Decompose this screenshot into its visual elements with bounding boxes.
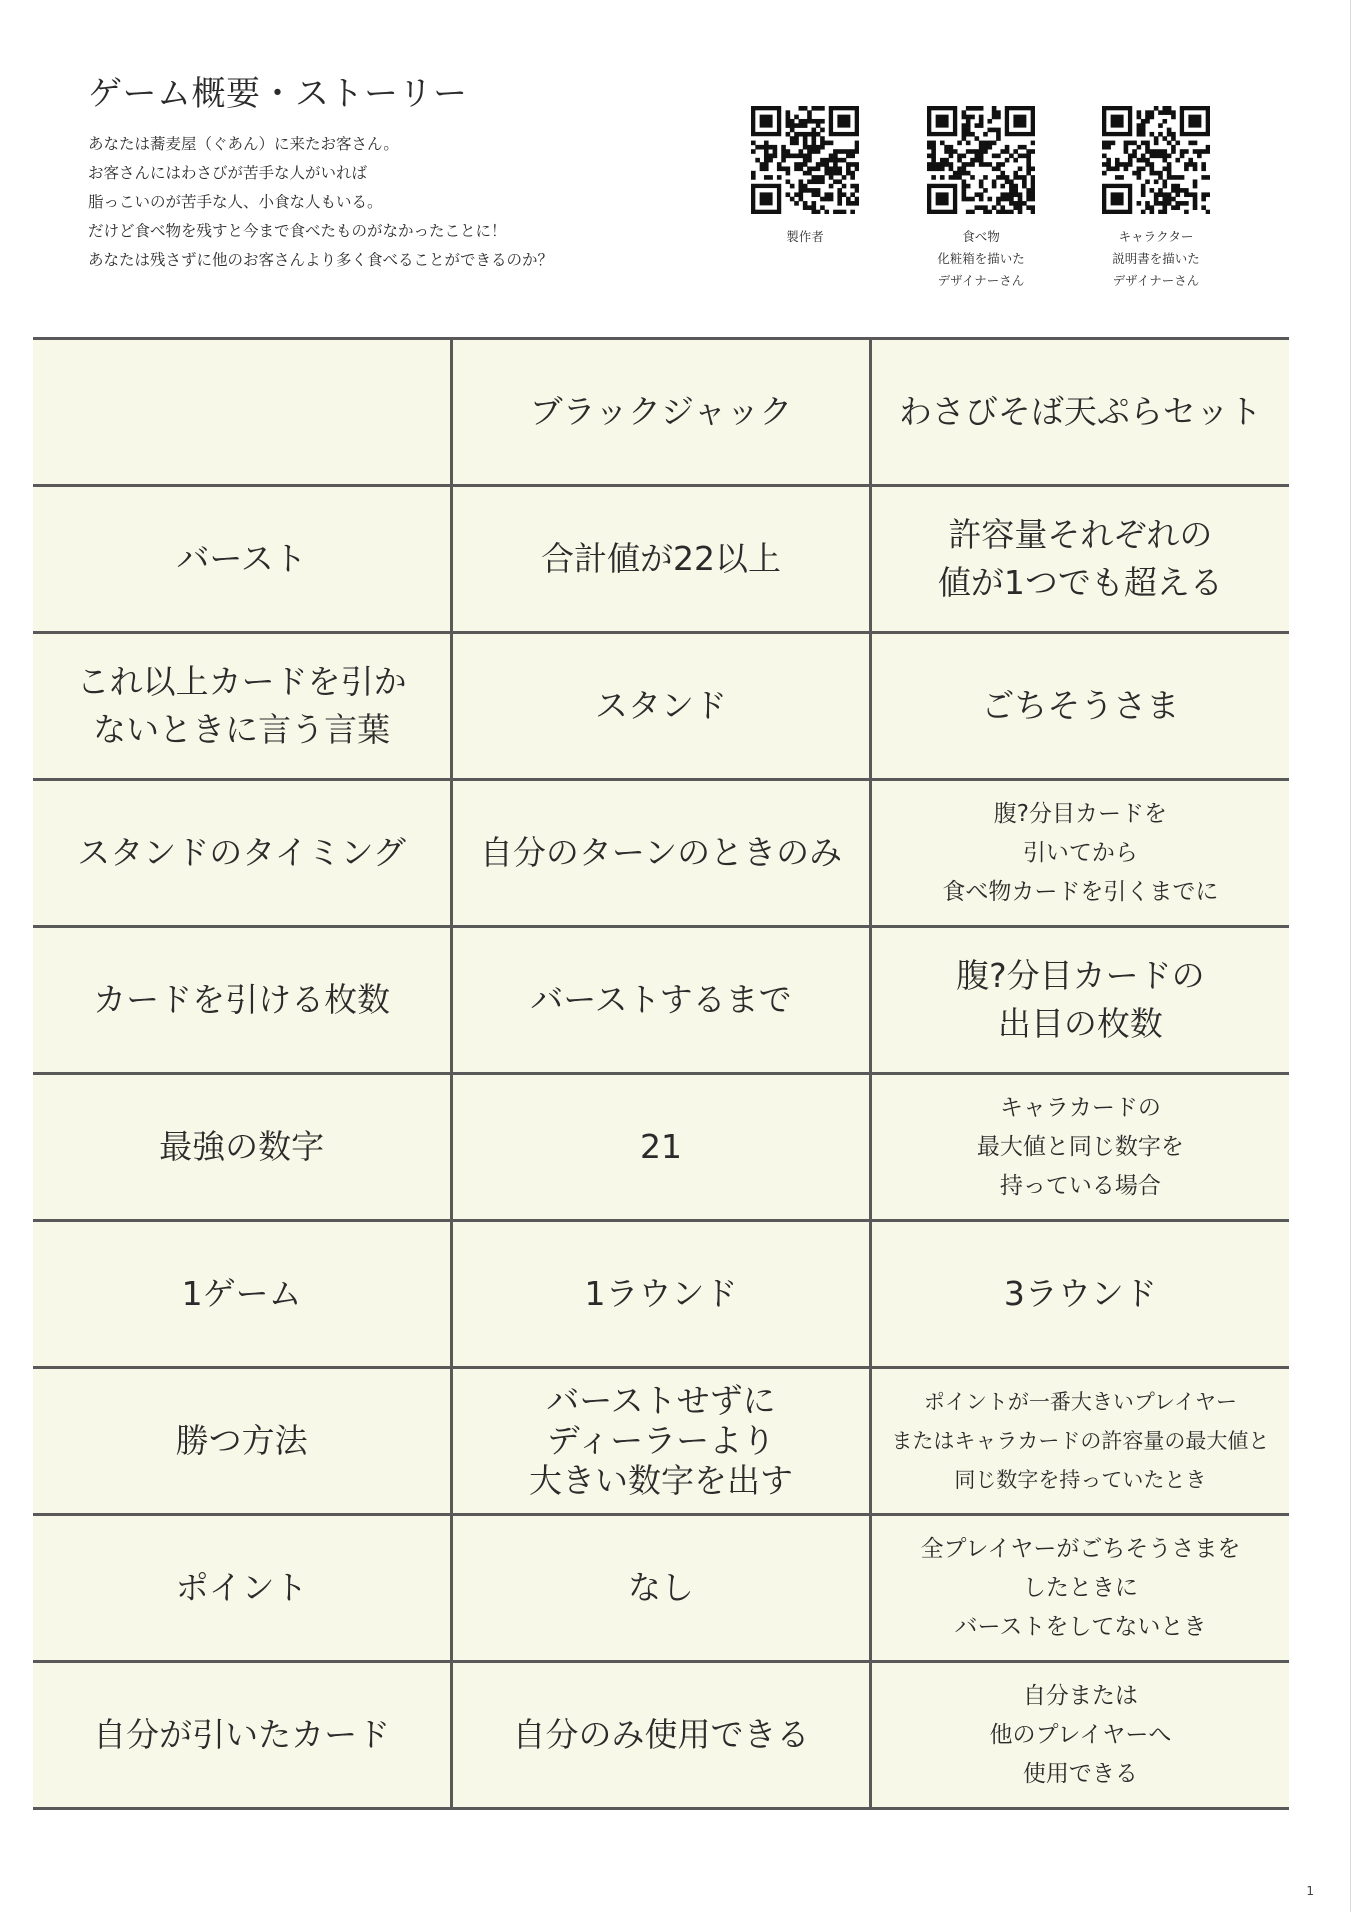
comparison-table	[33, 337, 1289, 1810]
row-label: 最強の数字	[33, 1074, 452, 1221]
table-row	[33, 1221, 1289, 1368]
row-label: これ以上カードを引か ないときに言う言葉	[33, 633, 452, 780]
table-row	[33, 927, 1289, 1074]
table-header-blackjack: ブラックジャック	[452, 339, 871, 486]
row-label: 自分が引いたカード	[33, 1662, 452, 1809]
table-row	[33, 339, 1289, 486]
story-line: 脂っこいのが苦手な人、小食な人もいる。	[88, 193, 383, 211]
blackjack-cell: 1ラウンド	[452, 1221, 871, 1368]
row-label: スタンドのタイミング	[33, 780, 452, 927]
qr-creator[interactable]	[735, 106, 875, 248]
blackjack-cell: なし	[452, 1515, 871, 1662]
qr-code-icon	[751, 106, 859, 214]
blackjack-cell: バーストせずに ディーラーより 大きい数字を出す	[452, 1368, 871, 1515]
page-edge-line	[1350, 0, 1351, 1912]
table-row	[33, 780, 1289, 927]
table-row	[33, 486, 1289, 633]
story-line: あなたは蕎麦屋（ぐあん）に来たお客さん。	[88, 135, 399, 153]
qr-code-icon	[927, 106, 1035, 214]
page-number: 1	[1306, 1884, 1314, 1898]
qr-caption: キャラクター 説明書を描いた デザイナーさん	[1112, 229, 1200, 288]
table-row	[33, 1074, 1289, 1221]
game-cell: ごちそうさま	[870, 633, 1289, 780]
blackjack-cell: 21	[452, 1074, 871, 1221]
story-line: だけど食べ物を残すと今まで食べたものがなかったことに！	[88, 222, 507, 240]
row-label: バースト	[33, 486, 452, 633]
qr-food-designer[interactable]	[911, 106, 1051, 292]
qr-character-designer[interactable]	[1086, 106, 1226, 292]
game-cell: 腹?分目カードを 引いてから 食べ物カードを引くまでに	[870, 780, 1289, 927]
game-cell: 自分または 他のプレイヤーへ 使用できる	[870, 1662, 1289, 1809]
blackjack-cell: 自分のターンのときのみ	[452, 780, 871, 927]
table-cell-header-empty	[33, 339, 452, 486]
table-header-game: わさびそば天ぷらセット	[870, 339, 1289, 486]
blackjack-cell: 自分のみ使用できる	[452, 1662, 871, 1809]
game-cell: 許容量それぞれの 値が1つでも超える	[870, 486, 1289, 633]
story-line: あなたは残さずに他のお客さんより多く食べることができるのか？	[88, 251, 554, 269]
story-line: お客さんにはわさびが苦手な人がいれば	[88, 164, 368, 182]
game-cell: ポイントが一番大きいプレイヤー またはキャラカードの許容量の最大値と 同じ数字を持っていたとき	[870, 1368, 1289, 1515]
qr-caption: 食べ物 化粧箱を描いた デザイナーさん	[937, 229, 1025, 288]
table-row	[33, 633, 1289, 780]
table-row	[33, 1515, 1289, 1662]
game-cell: キャラカードの 最大値と同じ数字を 持っている場合	[870, 1074, 1289, 1221]
blackjack-cell: 合計値が22以上	[452, 486, 871, 633]
game-cell: 全プレイヤーがごちそうさまを したときに バーストをしてないとき	[870, 1515, 1289, 1662]
table-row	[33, 1662, 1289, 1809]
game-cell: 腹?分目カードの 出目の枚数	[870, 927, 1289, 1074]
table-row	[33, 1368, 1289, 1515]
blackjack-cell: バーストするまで	[452, 927, 871, 1074]
row-label: 1ゲーム	[33, 1221, 452, 1368]
qr-code-icon	[1102, 106, 1210, 214]
game-cell: 3ラウンド	[870, 1221, 1289, 1368]
page-title: ゲーム概要・ストーリー	[88, 74, 468, 114]
row-label: カードを引ける枚数	[33, 927, 452, 1074]
row-label: 勝つ方法	[33, 1368, 452, 1515]
story-text	[88, 130, 553, 275]
blackjack-cell: スタンド	[452, 633, 871, 780]
qr-caption: 製作者	[786, 229, 824, 244]
row-label: ポイント	[33, 1515, 452, 1662]
